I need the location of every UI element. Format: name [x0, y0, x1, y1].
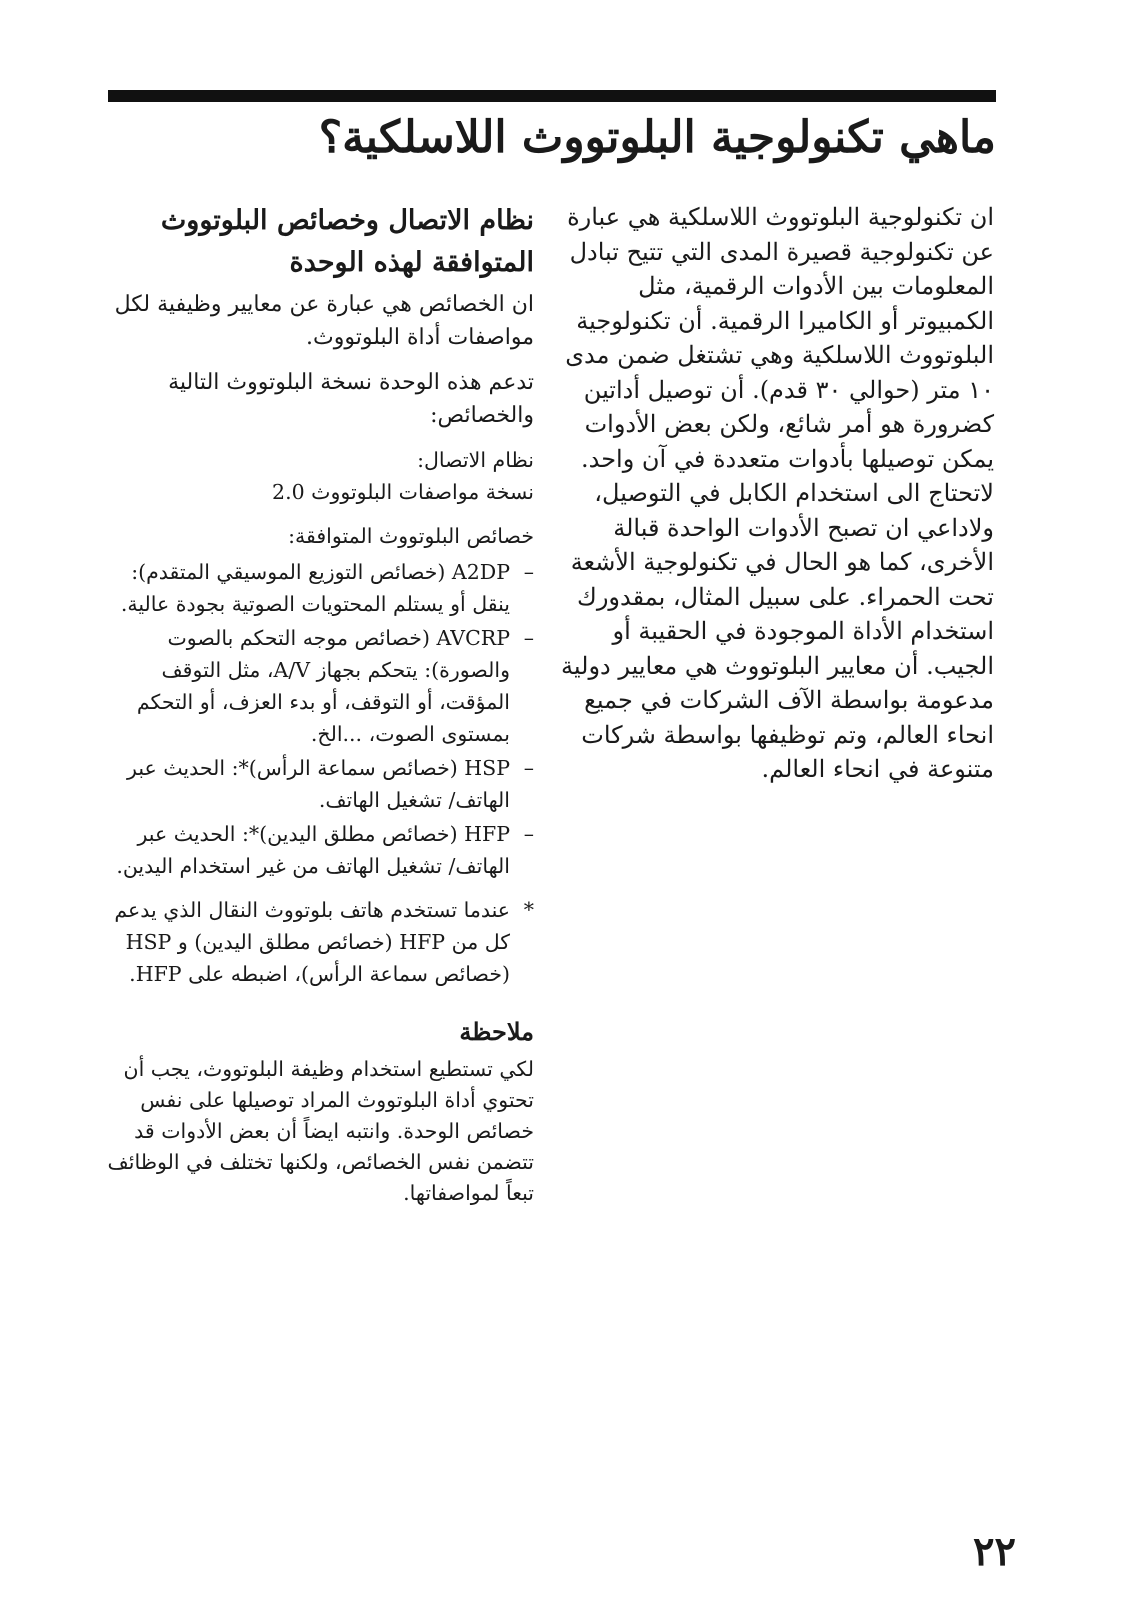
profile-item-a2dp [106, 556, 534, 620]
footnote-mark: * [523, 898, 534, 922]
profile-item-avcrp [106, 622, 534, 750]
comm-system-label: نظام الاتصال: [417, 448, 534, 472]
profiles-supported-intro: تدعم هذه الوحدة نسخة البلوتووث التالية والخصائص: [168, 370, 534, 428]
intro-column [554, 200, 994, 787]
profiles-list [106, 556, 534, 882]
profile-text: A2DP (خصائص التوزيع الموسيقي المتقدم): ينقل أو يستلم المحتويات الصوتية بجودة عالية. [120, 560, 510, 616]
profiles-heading: نظام الاتصال وخصائص البلوتووث المتوافقة لهذه الوحدة [160, 205, 534, 278]
note-text: لكي تستطيع استخدام وظيفة البلوتووث، يجب أن تحتوي أداة البلوتووث المراد توصيلها على نفس خصائص الوحدة. وانتبه ايضاً أن بعض الأدوات قد تتضمن نفس الخصائص، ولكنها تختلف في الوظائف تبعاً لمواصفاتها. [107, 1057, 534, 1205]
footnote [106, 894, 534, 990]
profile-text: AVCRP (خصائص موجه التحكم بالصوت والصورة): يتحكم بجهاز A/V، مثل التوقف المؤقت، أو التوقف، أو بدء العزف، أو التحكم بمستوى الصوت، ...الخ. [136, 626, 510, 746]
list-dash: – [523, 560, 534, 584]
profile-item-hsp [106, 752, 534, 816]
page-number: ٢٢ [973, 1528, 1016, 1575]
list-dash: – [523, 626, 534, 650]
comm-system-block [106, 444, 534, 508]
list-dash: – [523, 756, 534, 780]
profiles-list-label: خصائص البلوتووث المتوافقة: [288, 524, 534, 548]
profile-item-hfp [106, 818, 534, 882]
top-rule [108, 90, 996, 102]
note-heading: ملاحظة [459, 1017, 534, 1046]
footnote-text: عندما تستخدم هاتف بلوتووث النقال الذي يدعم كل من HFP (خصائص مطلق اليدين) و HSP (خصائص سماعة الرأس)، اضبطه على HFP. [114, 898, 510, 986]
profile-text: HSP (خصائص سماعة الرأس)*: الحديث عبر الهاتف/ تشغيل الهاتف. [127, 756, 510, 812]
profiles-column [106, 200, 534, 1209]
list-dash: – [523, 822, 534, 846]
profiles-definition: ان الخصائص هي عبارة عن معايير وظيفية لكل مواصفات أداة البلوتووث. [114, 292, 534, 350]
comm-system-value: نسخة مواصفات البلوتووث 2.0 [272, 480, 534, 504]
page-title: ماهي تكنولوجية البلوتووث اللاسلكية؟ [318, 112, 996, 163]
intro-paragraph: ان تكنولوجية البلوتووث اللاسلكية هي عبارة عن تكنولوجية قصيرة المدى التي تتيح تبادل المعلومات بين الأدوات الرقمية، مثل الكمبيوتر أو الكاميرا الرقمية. أن تكنولوجية البلوتووث اللاسلكية وهي تشتغل ضمن مدى ١٠ متر (حوالي ٣٠ قدم). أن توصيل أداتين كضرورة هو أمر شائع، ولكن بعض الأدوات يمكن توصيلها بأدوات متعددة في آن واحد. لاتحتاج الى استخدام الكابل في التوصيل، ولاداعي ان تصبح الأدوات الواحدة قبالة الأخرى، كما هو الحال في تكنولوجية الأشعة تحت الحمراء. على سبيل المثال، بمقدورك استخدام الأداة الموجودة في الحقيبة أو الجيب. أن معايير البلوتووث هي معايير دولية مدعومة بواسطة الآف الشركات في جميع انحاء العالم، وتم توظيفها بواسطة شركات متنوعة في انحاء العالم. [561, 203, 994, 783]
profile-text: HFP (خصائص مطلق اليدين)*: الحديث عبر الهاتف/ تشغيل الهاتف من غير استخدام اليدين. [116, 822, 510, 878]
